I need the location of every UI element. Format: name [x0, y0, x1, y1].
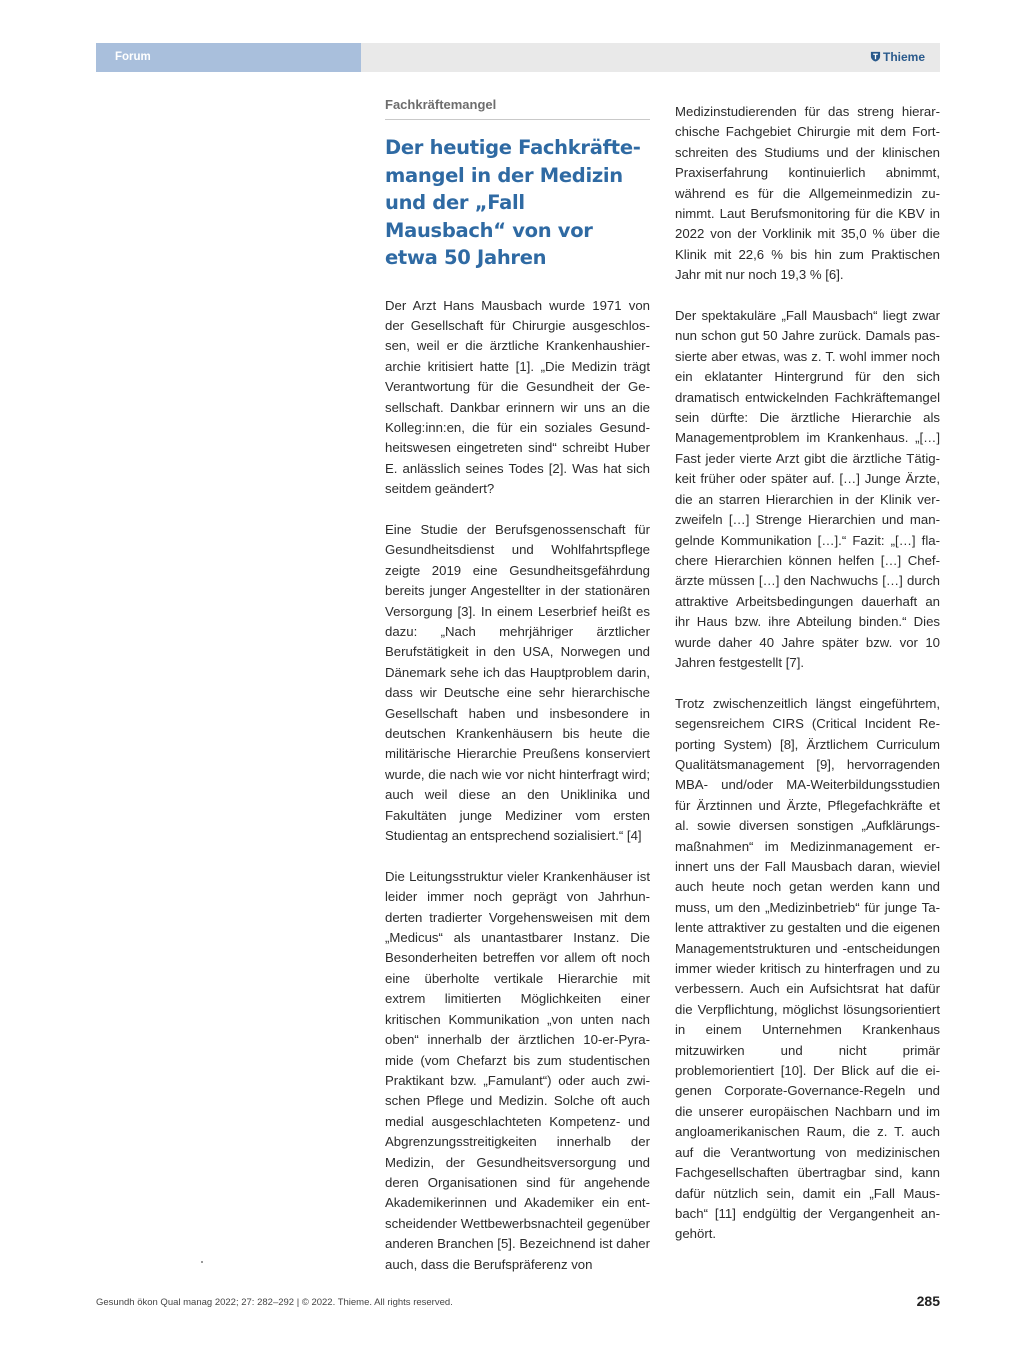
footer-citation: Gesundh ökon Qual manag 2022; 27: 282–292 | © 2022. Thieme. All rights reserved. [96, 1297, 453, 1308]
publisher-brand [870, 43, 925, 72]
body-paragraph: Der spektakuläre „Fall Mausbach“ liegt zwar nun schon gut 50 Jahre zurück. Damals passierte aber etwas, was z. T. wohl immer noch ein eklatanter Hintergrund für den sich dramatisch entwickelnden Fachkräftemangel sein dürfte: Die ärztliche Hierarchie als Managementproblem im Krankenhaus. „[…] Fast jeder vierte Arzt gibt die ärztliche Tätigkeit früher oder später auf. […] Junge Ärzte, die an starren Hierarchien in der Klinik verzweifeln […] Strenge Hierarchien und mangelnde Kommunikation […].“ Fazit: „[…] flachere Hierarchien können helfen […] Chefärzte müssen […] den Nachwuchs […] durch attraktive Arbeitsbedingungen dauerhaft an ihr Haus bzw. ihre Abteilung binden.“ Dies wurde daher 40 Jahre später bzw. vor 10 Jahren festgestellt [7]. [675, 308, 940, 670]
body-paragraph: Der Arzt Hans Mausbach wurde 1971 von der Gesellschaft für Chirurgie ausgeschlossen, weil er die ärztliche Krankenhaushierarchie kritisiert hatte [1]. „Die Medizin trägt Verantwortung für die Gesundheit der Gesellschaft. Dankbar erinnern wir uns an die Kolleg:inn:en, die für ein soziales Gesundheitswesen eingetreten sind“ schreibt Huber E. anlässlich seines Todes [2]. Was hat sich seitdem geändert? [385, 297, 650, 497]
thieme-logo-icon [870, 51, 881, 62]
print-speck [201, 1261, 203, 1263]
body-paragraph: Die Leitungsstruktur vieler Krankenhäuser ist leider immer noch geprägt von Jahrhunderten tradierter Vorgehensweisen mit dem „Medicus“ als unantastbarer Instanz. Die Besonderheiten betreffen vor allem oft noch eine überholte vertikale Hierarchie mit extrem limitierten Möglichkeiten einer kritischen Kommunikation „von unten nach oben“ innerhalb der ärztlichen 10-er-Pyramide (vom Chefarzt bis zum studentischen Praktikant bzw. „Famulant“) oder auch zwischen Pflege und Medizin. Solche oft auch medial ausgeschlachteten Kompetenz- und Abgrenzungsstreitigkeiten innerhalb der Medizin, der Gesundheitsversorgung und deren Organisationen sind für angehende Akademikerinnen und Akademiker ein entscheidender Wettbewerbsnachteil gegenüber anderen Branchen [5]. Bezeichnend ist daher auch, dass die Berufspräferenz von [385, 868, 650, 1272]
brand-name: Thieme [882, 50, 925, 64]
body-paragraph: Medizinstudierenden für das streng hierarchische Fachgebiet Chirurgie mit dem Fortschreiten des Studiums und der klinischen Praxiserfahrung kontinuierlich abnimmt, während es für die Allgemeinmedizin zunimmt. Laut Berufsmonitoring für die KBV in 2022 von der Vorklinik mit 35,0 % über die Klinik mit 22,6 % bis hin zum Praktischen Jahr mit nur noch 19,3 % [6]. [675, 104, 940, 283]
right-column [675, 102, 940, 1265]
body-paragraph: Eine Studie der Berufsgenossenschaft für Gesundheitsdienst und Wohlfahrtspflege zeigte 2019 eine Gesundheitsgefährdung bereits junger Angestellter in der stationären Versorgung [3]. In einem Leserbrief heißt es dazu: „Nach mehrjähriger ärztlicher Berufstätigkeit in den USA, Norwegen und Dänemark sehe ich das Hauptproblem darin, dass wir Deutsche eine sehr hierarchische Gesellschaft haben und insbesondere in deutschen Krankenhäusern bis heute die militärische Hierarchie Preußens konserviert wurde, die nach wie vor nicht hinterfragt wird; auch weil diese an den Uniklinika und Fakultäten junge Mediziner vom ersten Studientag an entsprechend sozialisiert.“ [4] [385, 521, 650, 844]
page-number: 285 [916, 1293, 940, 1309]
article-title: Der heutige Fachkräftemangel in der Medizin und der „Fall Mausbach“ von vor etwa 50 Jahren [385, 136, 641, 269]
section-label: Forum [96, 43, 361, 72]
running-header [96, 43, 940, 72]
article-kicker: Fachkräftemangel [385, 96, 650, 120]
left-column [385, 96, 650, 1295]
body-paragraph: Trotz zwischenzeitlich längst eingeführtem, segensreichem CIRS (Critical Incident Reporting System) [8], Ärztlichem Curriculum Qualitätsmanagement [9], hervorragenden MBA- und/oder MA-Weiterbildungsstudien für Ärztinnen und Ärzte, Pflegefachkräfte et al. sowie diversen sonstigen „Aufklärungsmaßnahmen“ im Medizinmanagement erinnert uns der Fall Mausbach daran, wieviel auch heute noch getan werden kann und muss, um den „Medizinbetrieb“ für junge Talente attraktiver zu gestalten und die eigenen Managementstrukturen und -entscheidungen immer wieder kritisch zu hinterfragen und zu verbessern. Auch ein Aufsichtsrat hat dafür die Verpflichtung, möglichst lösungsorientiert in einem Unternehmen Krankenhaus mitzuwirken und nicht primär problemorientiert [10]. Der Blick auf die eigenen Corporate-Governance-Regeln und die unserer europäischen Nachbarn und im angloamerikanischen Raum, die z. T. auch auf die Verantwortung von medizinischen Fachgesellschaften übertragbar sind, kann dafür nützlich sein, damit ein „Fall Mausbach“ [11] endgültig der Vergangenheit angehört. [675, 695, 940, 1242]
